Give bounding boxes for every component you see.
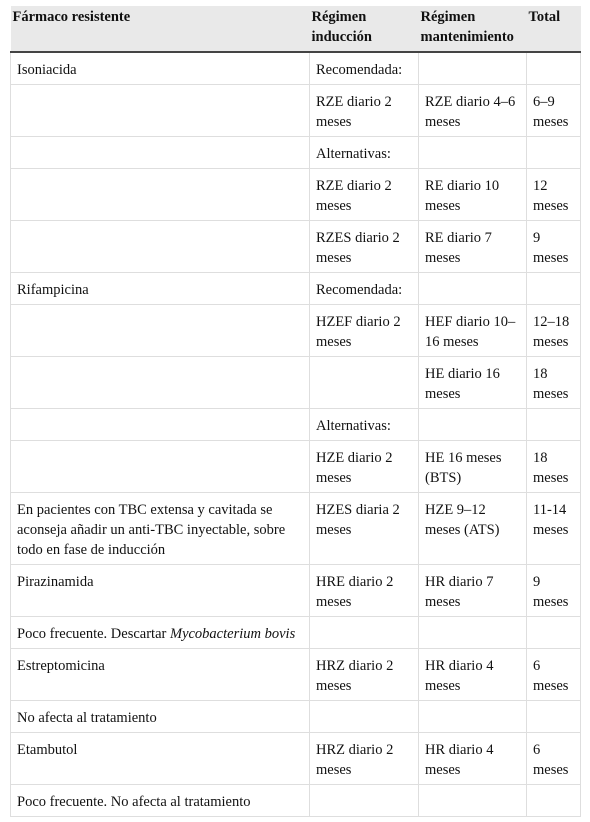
table-row (11, 305, 581, 357)
table-row (11, 785, 581, 817)
drug-cell: Poco frecuente. No afecta al tratamiento (11, 785, 310, 817)
maintenance-cell (419, 409, 527, 441)
maintenance-cell (419, 52, 527, 85)
table-row (11, 701, 581, 733)
maintenance-cell: HR diario 4 meses (419, 649, 527, 701)
drug-cell (11, 441, 310, 493)
maintenance-cell: HEF diario 10–16 meses (419, 305, 527, 357)
drug-cell: Estreptomicina (11, 649, 310, 701)
drug-cell: Isoniacida (11, 52, 310, 85)
induction-cell: HRE diario 2 meses (310, 565, 419, 617)
total-cell: 9 meses (527, 565, 581, 617)
maintenance-cell (419, 617, 527, 649)
total-cell: 9 meses (527, 221, 581, 273)
header-maintenance: Régimen mantenimiento (419, 6, 527, 52)
drug-cell: Rifampicina (11, 273, 310, 305)
total-cell (527, 785, 581, 817)
maintenance-cell: HE diario 16 meses (419, 357, 527, 409)
maintenance-cell: RE diario 7 meses (419, 221, 527, 273)
species-name: Mycobacterium bovis (169, 626, 296, 642)
drug-cell (11, 617, 310, 649)
table-row (11, 617, 581, 649)
drug-cell (11, 305, 310, 357)
total-cell: 12–18 meses (527, 305, 581, 357)
induction-cell (310, 701, 419, 733)
induction-cell: Alternativas: (310, 409, 419, 441)
maintenance-cell: HR diario 4 meses (419, 733, 527, 785)
maintenance-cell (419, 785, 527, 817)
header-total: Total (527, 6, 581, 52)
maintenance-cell (419, 273, 527, 305)
induction-cell: HZES diaria 2 meses (310, 493, 419, 565)
induction-cell: Recomendada: (310, 273, 419, 305)
drug-cell: No afecta al tratamiento (11, 701, 310, 733)
drug-cell (11, 169, 310, 221)
induction-cell: RZES diario 2 meses (310, 221, 419, 273)
maintenance-cell (419, 701, 527, 733)
drug-cell: Pirazinamida (11, 565, 310, 617)
maintenance-cell: HE 16 meses (BTS) (419, 441, 527, 493)
header-induction: Régimen inducción (310, 6, 419, 52)
induction-cell (310, 357, 419, 409)
total-cell: 6 meses (527, 733, 581, 785)
table-row (11, 493, 581, 565)
table-row (11, 137, 581, 169)
total-cell: 6–9 meses (527, 85, 581, 137)
table-row (11, 169, 581, 221)
tb-regimen-table-container (10, 6, 580, 817)
table-row (11, 357, 581, 409)
maintenance-cell: RE diario 10 meses (419, 169, 527, 221)
drug-cell (11, 357, 310, 409)
table-row (11, 733, 581, 785)
drug-cell (11, 221, 310, 273)
table-row (11, 85, 581, 137)
induction-cell (310, 617, 419, 649)
table-row (11, 565, 581, 617)
drug-cell (11, 85, 310, 137)
drug-cell: En pacientes con TBC extensa y cavitada se aconseja añadir un anti-TBC inyectable, sobre todo en fase de inducción (11, 493, 310, 565)
drug-note-text: Poco frecuente. Descartar (17, 626, 170, 642)
total-cell: 18 meses (527, 441, 581, 493)
drug-cell (11, 137, 310, 169)
induction-cell: HZEF diario 2 meses (310, 305, 419, 357)
total-cell: 11-14 meses (527, 493, 581, 565)
induction-cell (310, 785, 419, 817)
total-cell (527, 409, 581, 441)
induction-cell: HRZ diario 2 meses (310, 649, 419, 701)
drug-cell: Etambutol (11, 733, 310, 785)
induction-cell: HZE diario 2 meses (310, 441, 419, 493)
total-cell (527, 52, 581, 85)
table-row (11, 409, 581, 441)
header-drug: Fármaco resistente (11, 6, 310, 52)
induction-cell: Recomendada: (310, 52, 419, 85)
maintenance-cell (419, 137, 527, 169)
induction-cell: RZE diario 2 meses (310, 169, 419, 221)
induction-cell: HRZ diario 2 meses (310, 733, 419, 785)
table-row (11, 441, 581, 493)
maintenance-cell: HR diario 7 meses (419, 565, 527, 617)
total-cell (527, 137, 581, 169)
header-row (11, 6, 581, 52)
total-cell: 6 meses (527, 649, 581, 701)
table-row (11, 221, 581, 273)
induction-cell: Alternativas: (310, 137, 419, 169)
maintenance-cell: HZE 9–12 meses (ATS) (419, 493, 527, 565)
total-cell (527, 701, 581, 733)
table-row (11, 52, 581, 85)
total-cell: 18 meses (527, 357, 581, 409)
tb-regimen-table (10, 6, 581, 817)
drug-cell (11, 409, 310, 441)
table-row (11, 273, 581, 305)
maintenance-cell: RZE diario 4–6 meses (419, 85, 527, 137)
table-row (11, 649, 581, 701)
induction-cell: RZE diario 2 meses (310, 85, 419, 137)
total-cell (527, 617, 581, 649)
total-cell (527, 273, 581, 305)
total-cell: 12 meses (527, 169, 581, 221)
